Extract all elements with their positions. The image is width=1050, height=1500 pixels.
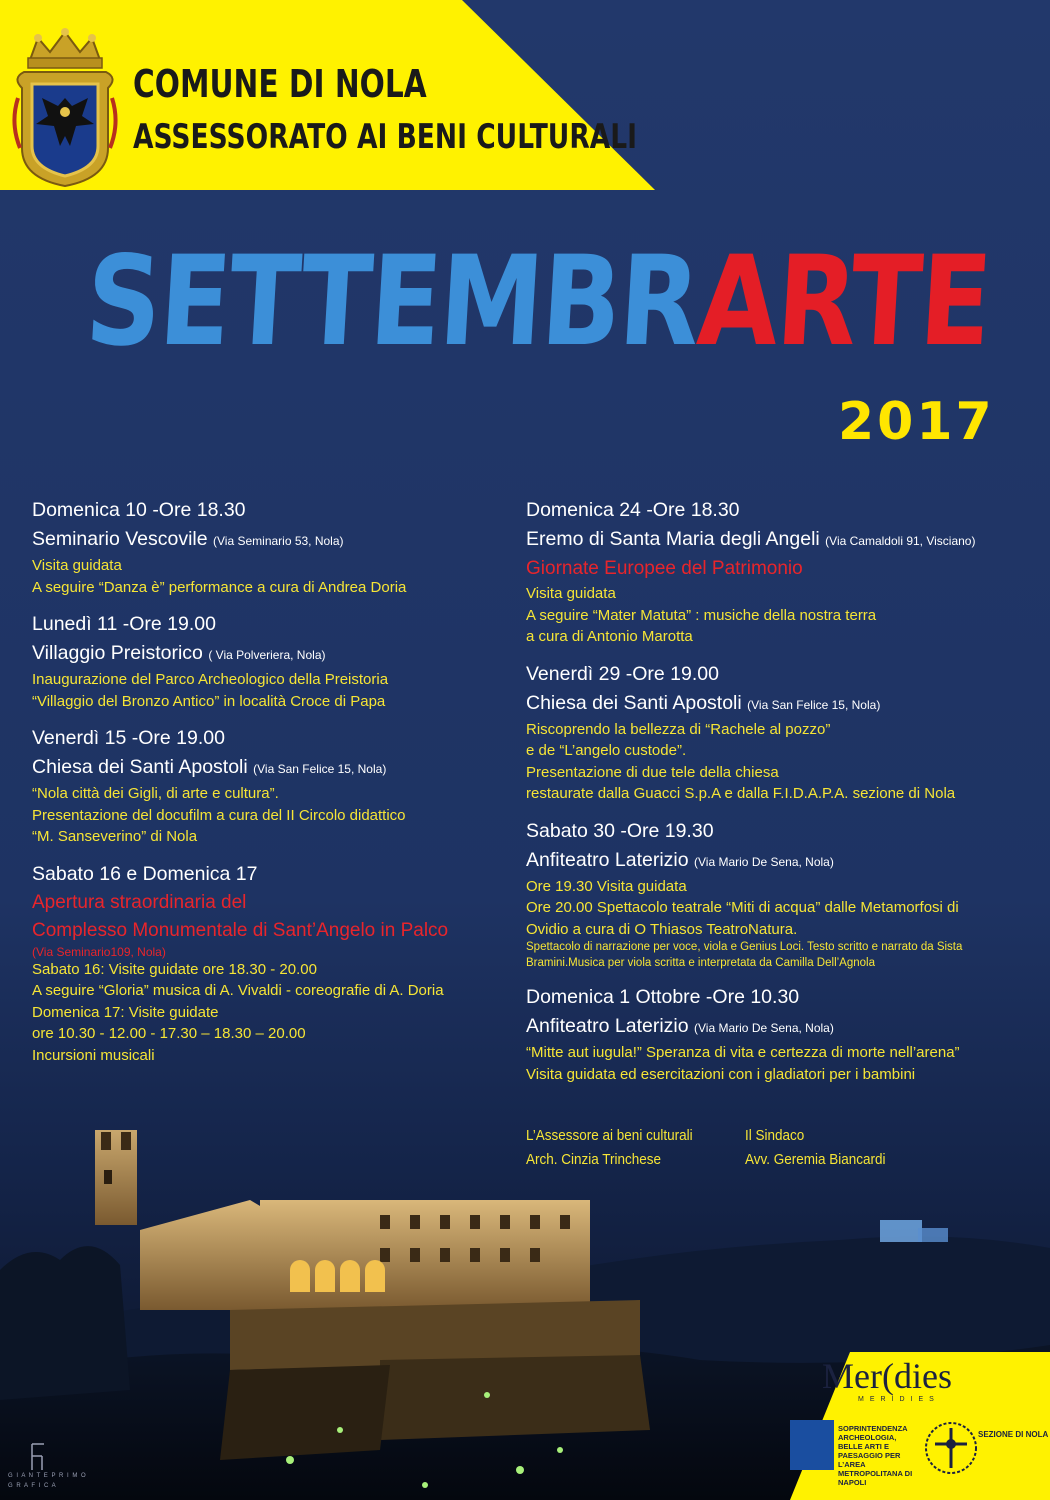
title-blue-part: SETTEMBR: [82, 230, 703, 374]
venue-name: Chiesa dei Santi Apostoli: [526, 691, 742, 714]
event-highlight: Giornate Europee del Patrimonio: [526, 558, 803, 579]
fidapa-section-text: SEZIONE DI NOLA: [978, 1430, 1049, 1439]
venue-name: Eremo di Santa Maria degli Angeli: [526, 528, 820, 550]
events-column-left: [32, 496, 502, 1078]
event-item: [526, 983, 1041, 1085]
venue-address: (Via Mario De Sena, Nola): [694, 854, 834, 869]
event-detail: restaurate dalla Guacci S.p.A e dalla F.I.D.A.P.A. sezione di Nola: [526, 785, 956, 802]
event-detail: A seguire “Mater Matuta” : musiche della nostra terra: [526, 606, 877, 624]
venue-name: Seminario Vescovile: [32, 528, 208, 550]
meridies-logo: Mer(dies: [822, 1356, 952, 1396]
venue-address: (Via Seminario 53, Nola): [213, 534, 344, 548]
event-note: Spettacolo di narrazione per voce, viola e Genius Loci. Testo scritto e narrato da Sista: [526, 941, 963, 953]
title-red-part: ARTE: [693, 230, 994, 374]
event-detail: Presentazione di due tele della chiesa: [526, 763, 779, 781]
event-detail: a cura di Antonio Marotta: [526, 628, 693, 645]
event-detail: Ovidio a cura di O Thiasos TeatroNatura.: [526, 920, 798, 938]
event-detail: ore 10.30 - 12.00 - 17.30 – 18.30 – 20.00: [32, 1025, 306, 1042]
venue-address: (Via San Felice 15, Nola): [253, 762, 387, 776]
event-detail: A seguire “Gloria” musica di A. Vivaldi - coreografie di A. Doria: [32, 982, 444, 999]
event-date: Sabato 30 -Ore 19.30: [526, 819, 714, 842]
event-detail: Sabato 16: Visite guidate ore 18.30 - 20.00: [32, 960, 317, 978]
event-date: Lunedì 11 -Ore 19.00: [32, 613, 216, 635]
mayor-role: Il Sindaco: [745, 1127, 805, 1144]
meridies-subtitle: MERIDIES: [858, 1396, 940, 1403]
event-date: Domenica 1 Ottobre -Ore 10.30: [526, 986, 800, 1008]
coat-of-arms-icon: [10, 28, 120, 188]
event-detail: Visita guidata: [526, 585, 616, 602]
mayor-name: Avv. Geremia Biancardi: [745, 1151, 886, 1168]
event-venue: [526, 846, 1041, 876]
event-detail: “M. Sanseverino” di Nola: [32, 828, 198, 845]
venue-address: (Via San Felice 15, Nola): [747, 697, 881, 712]
event-detail: Inaugurazione del Parco Archeologico della Preistoria: [32, 671, 389, 688]
event-note: Bramini.Musica per viola scritta e interpretata da Camilla Dell’Agnola: [526, 956, 875, 969]
photo-credit-line2: G R A F I C A: [8, 1483, 57, 1489]
municipality-name: COMUNE DI NOLA: [133, 62, 427, 106]
venue-address: (Via Camaldoli 91, Visciano): [825, 534, 976, 548]
fidapa-logo-icon: [923, 1420, 979, 1476]
event-item: [526, 496, 1041, 648]
venue-address: ( Via Polveriera, Nola): [208, 648, 326, 662]
event-detail: Ore 20.00 Spettacolo teatrale “Miti di acqua” dalle Metamorfosi di: [526, 899, 959, 916]
event-highlight: Complesso Monumentale di Sant’Angelo in Palco: [32, 919, 449, 941]
event-detail: Incursioni musicali: [32, 1046, 155, 1064]
event-item: [526, 660, 1041, 805]
event-detail: e de “L’angelo custode”.: [526, 742, 687, 759]
festival-title: [82, 230, 994, 374]
venue-name: Anfiteatro Laterizio: [526, 848, 689, 871]
event-item: [32, 860, 502, 1067]
event-item: [32, 610, 502, 712]
event-date: Domenica 10 -Ore 18.30: [32, 499, 246, 521]
events-column-right: [526, 496, 1041, 1097]
event-detail: A seguire “Danza è” performance a cura di Andrea Doria: [32, 578, 407, 596]
event-date: Venerdì 29 -Ore 19.00: [526, 662, 719, 685]
mibact-logo-icon: [790, 1420, 834, 1470]
festival-year: 2017: [838, 392, 995, 452]
venue-name: Anfiteatro Laterizio: [526, 1015, 689, 1037]
event-detail: “Mitte aut iugula!” Speranza di vita e certezza di morte nell’arena”: [526, 1044, 960, 1061]
venue-name: Chiesa dei Santi Apostoli: [32, 756, 248, 778]
event-date: Sabato 16 e Domenica 17: [32, 862, 258, 885]
event-item: [526, 817, 1041, 972]
event-venue: [526, 1012, 1041, 1042]
event-venue: [32, 753, 502, 783]
event-venue: [32, 639, 502, 669]
event-detail: Presentazione del docufilm a cura del II Circolo didattico: [32, 806, 406, 824]
department-name: ASSESSORATO AI BENI CULTURALI: [133, 117, 638, 157]
photo-credit-line1: G I A N T E P R I M O: [8, 1473, 87, 1479]
event-venue: [32, 525, 502, 555]
event-detail: Ore 19.30 Visita guidata: [526, 877, 687, 895]
assessor-role: L’Assessore ai beni culturali: [526, 1127, 693, 1144]
event-detail: “Villaggio del Bronzo Antico” in località Croce di Papa: [32, 692, 386, 710]
event-detail: “Nola città dei Gigli, di arte e cultura”.: [32, 785, 279, 802]
venue-address: (Via Seminario109, Nola): [32, 944, 166, 959]
event-detail: Visita guidata ed esercitazioni con i gladiatori per i bambini: [526, 1065, 916, 1083]
venue-name: Villaggio Preistorico: [32, 642, 203, 664]
event-item: [32, 724, 502, 848]
venue-address: (Via Mario De Sena, Nola): [694, 1021, 834, 1035]
event-date: Domenica 24 -Ore 18.30: [526, 499, 740, 521]
event-detail: Riscoprendo la bellezza di “Rachele al pozzo”: [526, 720, 831, 738]
assessor-name: Arch. Cinzia Trinchese: [526, 1151, 662, 1168]
event-detail: Domenica 17: Visite guidate: [32, 1003, 219, 1021]
event-item: [32, 496, 502, 598]
event-venue: [526, 689, 1041, 719]
event-date: Venerdì 15 -Ore 19.00: [32, 727, 225, 749]
event-venue: [526, 525, 1041, 555]
event-detail: Visita guidata: [32, 557, 122, 574]
event-highlight: Apertura straordinaria del: [32, 891, 247, 913]
soprintendenza-text: SOPRINTENDENZA ARCHEOLOGIA, BELLE ARTI E PAESAGGIO PER L’AREA METROPOLITANA DI NAPOLI: [838, 1424, 913, 1487]
